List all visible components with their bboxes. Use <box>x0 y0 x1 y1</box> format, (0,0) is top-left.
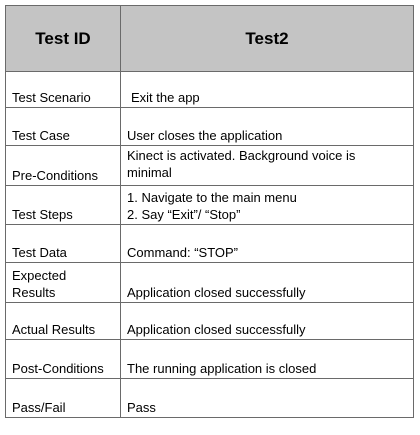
table-row <box>6 225 414 263</box>
table-row <box>6 72 414 108</box>
test-case-table <box>5 5 414 418</box>
header-test-name: Test2 <box>121 6 414 72</box>
value-post-conditions: The running application is closed <box>121 340 414 379</box>
value-actual-results: Application closed successfully <box>121 303 414 340</box>
table-row <box>6 340 414 379</box>
table-row <box>6 146 414 186</box>
label-actual-results: Actual Results <box>6 303 121 340</box>
value-test-scenario: Exit the app <box>121 72 414 108</box>
label-test-steps: Test Steps <box>6 186 121 225</box>
label-test-data: Test Data <box>6 225 121 263</box>
test-steps-line-1: 1. Navigate to the main menu <box>127 190 297 205</box>
expected-label-line-1: Expected <box>12 268 67 283</box>
label-pass-fail: Pass/Fail <box>6 379 121 418</box>
label-post-conditions: Post-Conditions <box>6 340 121 379</box>
expected-label-line-2: Results <box>12 285 56 300</box>
label-pre-conditions: Pre-Conditions <box>6 146 121 186</box>
table-row <box>6 379 414 418</box>
header-row <box>6 6 414 72</box>
value-pre-conditions <box>121 146 414 186</box>
test-steps-line-2: 2. Say “Exit”/ “Stop” <box>127 207 241 222</box>
label-test-scenario: Test Scenario <box>6 72 121 108</box>
pre-conditions-line-2: minimal <box>127 165 172 180</box>
value-test-steps <box>121 186 414 225</box>
label-test-case: Test Case <box>6 108 121 146</box>
table-row <box>6 263 414 303</box>
value-expected-results: Application closed successfully <box>121 263 414 303</box>
table-row <box>6 186 414 225</box>
label-expected-results <box>6 263 121 303</box>
pre-conditions-line-1: Kinect is activated. Background voice is <box>127 148 356 163</box>
value-pass-fail: Pass <box>121 379 414 418</box>
header-test-id: Test ID <box>6 6 121 72</box>
value-test-data: Command: “STOP” <box>121 225 414 263</box>
table-row <box>6 108 414 146</box>
table-row <box>6 303 414 340</box>
value-test-case: User closes the application <box>121 108 414 146</box>
